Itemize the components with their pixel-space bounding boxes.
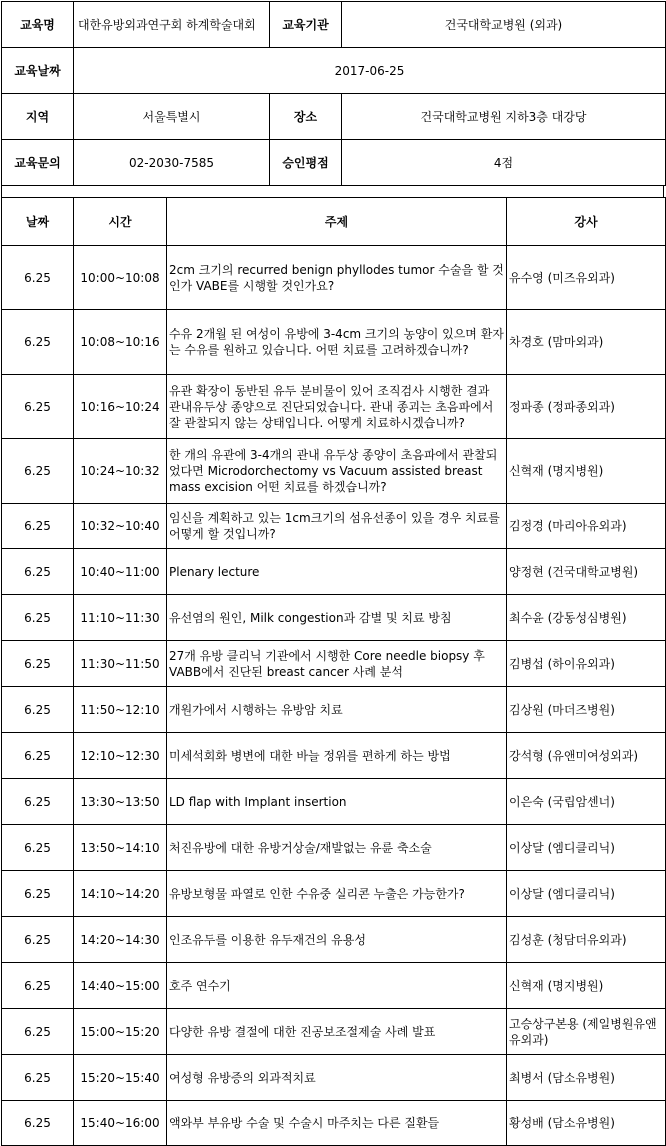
schedule-time-cell: 12:10~12:30: [74, 733, 167, 779]
table-row: [2, 549, 666, 595]
info-row-contact: [2, 140, 666, 186]
table-row: [2, 504, 666, 549]
schedule-date-cell: 6.25: [2, 504, 74, 549]
schedule-time-cell: 11:50~12:10: [74, 687, 167, 733]
table-row: [2, 871, 666, 917]
credit-points-label: 승인평점: [270, 140, 342, 186]
schedule-date-cell: 6.25: [2, 1009, 74, 1055]
schedule-date-cell: 6.25: [2, 595, 74, 641]
schedule-topic-cell: 미세석회화 병변에 대한 바늘 정위를 편하게 하는 방법: [167, 733, 507, 779]
schedule-time-cell: 10:00~10:08: [74, 246, 167, 310]
header-speaker: 강사: [507, 198, 666, 246]
schedule-date-cell: 6.25: [2, 687, 74, 733]
schedule-time-cell: 14:20~14:30: [74, 917, 167, 963]
institution-label: 교육기관: [270, 2, 342, 48]
schedule-topic-cell: 개원가에서 시행하는 유방암 치료: [167, 687, 507, 733]
region-value: 서울특별시: [74, 94, 270, 140]
schedule-date-cell: 6.25: [2, 963, 74, 1009]
contact-label: 교육문의: [2, 140, 74, 186]
schedule-time-cell: 14:10~14:20: [74, 871, 167, 917]
schedule-time-cell: 11:10~11:30: [74, 595, 167, 641]
schedule-topic-cell: 임신을 계획하고 있는 1cm크기의 섬유선종이 있을 경우 치료를 어떻게 할 것입니까?: [167, 504, 507, 549]
course-name-label: 교육명: [2, 2, 74, 48]
schedule-speaker-cell: 신혁재 (명지병원): [507, 963, 666, 1009]
schedule-speaker-cell: 고승상구본용 (제일병원유앤유외과): [507, 1009, 666, 1055]
table-row: [2, 641, 666, 687]
table-row: [2, 917, 666, 963]
schedule-topic-cell: 27개 유방 클리닉 기관에서 시행한 Core needle biopsy 후 VABB에서 진단된 breast cancer 사례 분석: [167, 641, 507, 687]
schedule-table: [1, 197, 666, 1146]
schedule-date-cell: 6.25: [2, 641, 74, 687]
schedule-date-cell: 6.25: [2, 246, 74, 310]
schedule-time-cell: 10:40~11:00: [74, 549, 167, 595]
info-row-region: [2, 94, 666, 140]
schedule-date-cell: 6.25: [2, 439, 74, 504]
schedule-date-cell: 6.25: [2, 549, 74, 595]
schedule-speaker-cell: 최병서 (담소유병원): [507, 1055, 666, 1101]
schedule-time-cell: 13:50~14:10: [74, 825, 167, 871]
schedule-topic-cell: 호주 연수기: [167, 963, 507, 1009]
schedule-topic-cell: 유관 확장이 동반된 유두 분비물이 있어 조직검사 시행한 결과 관내유두상 종양으로 진단되었습니다. 관내 종괴는 초음파에서 잘 관찰되지 않는 상태입니다. 어떻게 치료하시겠습니까?: [167, 375, 507, 439]
schedule-date-cell: 6.25: [2, 779, 74, 825]
table-spacer: [1, 186, 664, 197]
course-name-value: 대한유방외과연구회 하계학술대회: [74, 2, 270, 48]
table-row: [2, 825, 666, 871]
course-info-table: [1, 1, 666, 186]
schedule-speaker-cell: 양정현 (건국대학교병원): [507, 549, 666, 595]
table-row: [2, 733, 666, 779]
table-row: [2, 779, 666, 825]
venue-label: 장소: [270, 94, 342, 140]
table-row: [2, 1055, 666, 1101]
schedule-topic-cell: 한 개의 유관에 3-4개의 관내 유두상 종양이 초음파에서 관찰되었다면 Microdorchectomy vs Vacuum assisted breast mass excision 어떤 치료를 하겠습니까?: [167, 439, 507, 504]
schedule-date-cell: 6.25: [2, 375, 74, 439]
course-date-label: 교육날짜: [2, 48, 74, 94]
schedule-time-cell: 10:16~10:24: [74, 375, 167, 439]
schedule-date-cell: 6.25: [2, 917, 74, 963]
schedule-speaker-cell: 황성배 (담소유병원): [507, 1101, 666, 1146]
schedule-speaker-cell: 김정경 (마리아유외과): [507, 504, 666, 549]
table-row: [2, 439, 666, 504]
schedule-time-cell: 14:40~15:00: [74, 963, 167, 1009]
schedule-speaker-cell: 차경호 (맘마외과): [507, 310, 666, 375]
table-row: [2, 1101, 666, 1146]
table-row: [2, 687, 666, 733]
schedule-speaker-cell: 신혁재 (명지병원): [507, 439, 666, 504]
schedule-speaker-cell: 김병섭 (하이유외과): [507, 641, 666, 687]
schedule-date-cell: 6.25: [2, 871, 74, 917]
venue-value: 건국대학교병원 지하3층 대강당: [342, 94, 666, 140]
table-row: [2, 375, 666, 439]
schedule-time-cell: 10:08~10:16: [74, 310, 167, 375]
header-time: 시간: [74, 198, 167, 246]
schedule-topic-cell: 액와부 부유방 수술 및 수술시 마주치는 다른 질환들: [167, 1101, 507, 1146]
schedule-speaker-cell: 이은숙 (국립암센너): [507, 779, 666, 825]
schedule-time-cell: 10:24~10:32: [74, 439, 167, 504]
schedule-header-row: [2, 198, 666, 246]
schedule-speaker-cell: 김상원 (마더즈병원): [507, 687, 666, 733]
schedule-speaker-cell: 강석형 (유앤미여성외과): [507, 733, 666, 779]
header-topic: 주제: [167, 198, 507, 246]
schedule-speaker-cell: 김성훈 (청담더유외과): [507, 917, 666, 963]
schedule-speaker-cell: 이상달 (엠디클리닉): [507, 871, 666, 917]
schedule-time-cell: 15:20~15:40: [74, 1055, 167, 1101]
contact-value: 02-2030-7585: [74, 140, 270, 186]
schedule-date-cell: 6.25: [2, 1101, 74, 1146]
schedule-time-cell: 10:32~10:40: [74, 504, 167, 549]
schedule-topic-cell: 다양한 유방 결절에 대한 진공보조절제술 사례 발표: [167, 1009, 507, 1055]
schedule-date-cell: 6.25: [2, 733, 74, 779]
schedule-date-cell: 6.25: [2, 310, 74, 375]
schedule-time-cell: 15:00~15:20: [74, 1009, 167, 1055]
schedule-topic-cell: 인조유두를 이용한 유두재건의 유용성: [167, 917, 507, 963]
schedule-speaker-cell: 최수윤 (강동성심병원): [507, 595, 666, 641]
schedule-topic-cell: 유선염의 원인, Milk congestion과 감별 및 치료 방침: [167, 595, 507, 641]
schedule-body: [2, 246, 666, 1146]
schedule-speaker-cell: 정파종 (정파종외과): [507, 375, 666, 439]
schedule-topic-cell: Plenary lecture: [167, 549, 507, 595]
schedule-time-cell: 15:40~16:00: [74, 1101, 167, 1146]
schedule-time-cell: 13:30~13:50: [74, 779, 167, 825]
table-row: [2, 1009, 666, 1055]
schedule-topic-cell: 수유 2개월 된 여성이 유방에 3-4cm 크기의 농양이 있으며 환자는 수유를 원하고 있습니다. 어떤 치료를 고려하겠습니까?: [167, 310, 507, 375]
course-date-value: 2017-06-25: [74, 48, 666, 94]
info-row-name: [2, 2, 666, 48]
schedule-date-cell: 6.25: [2, 1055, 74, 1101]
schedule-topic-cell: 2cm 크기의 recurred benign phyllodes tumor 수술을 할 것인가 VABE를 시행할 것인가요?: [167, 246, 507, 310]
schedule-topic-cell: 처진유방에 대한 유방거상술/재발없는 유륜 축소술: [167, 825, 507, 871]
schedule-topic-cell: LD flap with Implant insertion: [167, 779, 507, 825]
table-row: [2, 310, 666, 375]
table-row: [2, 963, 666, 1009]
schedule-speaker-cell: 유수영 (미즈유외과): [507, 246, 666, 310]
credit-points-value: 4점: [342, 140, 666, 186]
info-row-date: [2, 48, 666, 94]
schedule-topic-cell: 여성형 유방증의 외과적치료: [167, 1055, 507, 1101]
schedule-topic-cell: 유방보형물 파열로 인한 수유중 실리콘 누출은 가능한가?: [167, 871, 507, 917]
header-date: 날짜: [2, 198, 74, 246]
schedule-time-cell: 11:30~11:50: [74, 641, 167, 687]
table-row: [2, 246, 666, 310]
schedule-date-cell: 6.25: [2, 825, 74, 871]
region-label: 지역: [2, 94, 74, 140]
schedule-speaker-cell: 이상달 (엠디클리닉): [507, 825, 666, 871]
table-row: [2, 595, 666, 641]
institution-value: 건국대학교병원 (외과): [342, 2, 666, 48]
